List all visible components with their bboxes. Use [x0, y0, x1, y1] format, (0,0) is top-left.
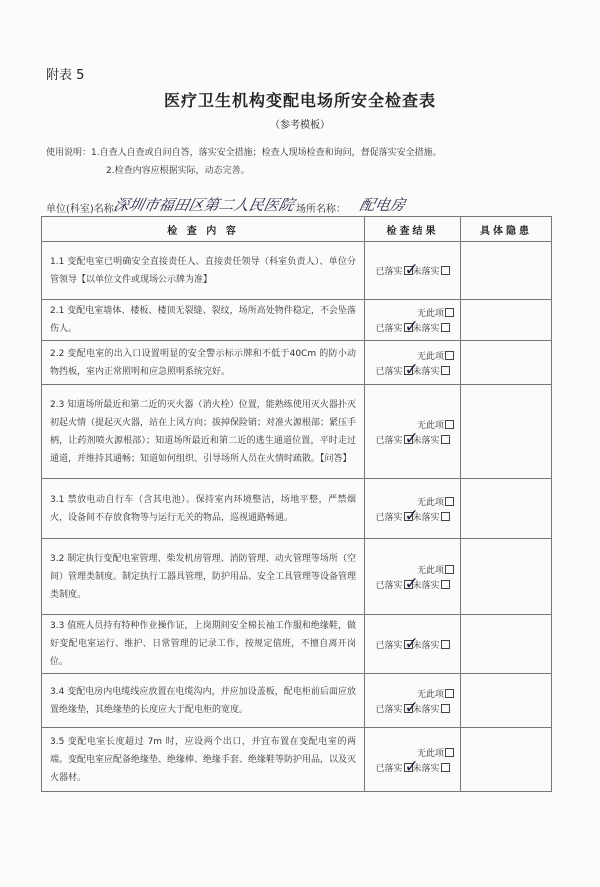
check-result — [365, 242, 461, 300]
hazard-cell[interactable] — [461, 615, 552, 674]
option-implemented-line: 已落实 ✓ 未落实 — [371, 264, 454, 277]
table-row — [42, 341, 552, 385]
option-not-applicable-label: 无此项 — [416, 689, 444, 700]
option-not-implemented-label: 未落实 — [412, 580, 440, 591]
option-not-applicable-label: 无此项 — [416, 565, 444, 576]
option-not-applicable-label: 无此项 — [416, 351, 444, 362]
hazard-cell[interactable] — [461, 341, 552, 385]
option-implemented-label: 已落实 — [375, 324, 403, 334]
option-not-implemented-label: 未落实 — [412, 324, 440, 334]
checkbox-not-implemented[interactable] — [441, 580, 450, 589]
table-row — [42, 674, 552, 728]
unit-label: 单位(科室)名称： — [46, 204, 124, 215]
table-header-row — [42, 217, 552, 242]
hazard-cell[interactable] — [461, 242, 552, 300]
table-row — [42, 539, 552, 615]
option-implemented-line: 已落实 ✓ 未落实 — [371, 702, 454, 715]
table-row — [42, 615, 552, 674]
option-implemented-label: 已落实 — [375, 580, 403, 591]
option-not-implemented-label: 未落实 — [412, 704, 440, 715]
table-row — [42, 300, 552, 341]
option-implemented-line: 已落实 ✓ 未落实 — [371, 364, 454, 377]
check-content: 3.3 值班人员持有特种作业操作证，上岗期间安全棉长袖工作服和绝缘鞋，做好变配电室运行、维护、日常管理的记录工作，按规定值班，不擅自离开岗位。 — [42, 615, 365, 674]
option-implemented-line: 已落实 ✓ 未落实 — [371, 510, 454, 523]
option-not-implemented-label: 未落实 — [412, 435, 440, 446]
check-content: 3.5 变配电室长度超过 7m 时，应设两个出口，并宜布置在变配电室的两端。变配电室应配备绝缘垫、绝缘棒、绝缘手套、绝缘鞋等防护用品，以及灭火器材。 — [42, 728, 365, 792]
checkbox-not-implemented[interactable] — [441, 512, 450, 521]
option-not-applicable-label: 无此项 — [416, 748, 444, 759]
check-content: 1.1 变配电室已明确安全直接责任人、直接责任领导（科室负责人）、单位分管领导【以单位文件或现场公示牌为准】 — [42, 242, 365, 300]
check-result — [365, 385, 461, 479]
checkbox-not-implemented[interactable] — [441, 323, 450, 332]
checkbox-not-applicable[interactable] — [445, 308, 454, 317]
table-row — [42, 479, 552, 539]
checkbox-not-implemented[interactable] — [441, 704, 450, 713]
place-handwritten-value: 配电房 — [357, 196, 407, 214]
option-implemented-line: 已落实 ✓ 未落实 — [371, 638, 454, 651]
hazard-cell[interactable] — [461, 385, 552, 479]
checkbox-not-implemented[interactable] — [441, 435, 450, 444]
check-content: 2.1 变配电室墙体、楼板、楼顶无裂缝、裂纹，场所高处物件稳定，不会坠落伤人。 — [42, 300, 365, 341]
header-content: 检 查 内 容 — [42, 217, 365, 242]
hazard-cell[interactable] — [461, 300, 552, 341]
checkbox-not-implemented[interactable] — [441, 266, 450, 275]
option-implemented-label: 已落实 — [375, 435, 403, 446]
header-hazard: 具体隐患 — [461, 217, 552, 242]
option-implemented-line: 已落实 ✓ 未落实 — [371, 433, 454, 446]
checkbox-not-implemented[interactable] — [441, 763, 450, 772]
option-implemented-line: 已落实 ✓ 未落实 — [371, 578, 454, 591]
option-implemented-label: 已落实 — [375, 366, 403, 377]
option-not-implemented-label: 未落实 — [412, 763, 440, 774]
option-implemented-line: 已落实 ✓ 未落实 — [371, 761, 454, 774]
check-result — [365, 615, 461, 674]
usage-line-2: 2.检查内容应根据实际，动态完善。 — [106, 166, 250, 176]
check-content: 3.4 变配电房内电缆线应放置在电缆沟内，并应加设盖板，配电柜前后面应放置绝缘垫，其绝缘垫的长度应大于配电柜的宽度。 — [42, 674, 365, 728]
option-not-implemented-label: 未落实 — [412, 267, 440, 277]
hazard-cell[interactable] — [461, 539, 552, 615]
option-not-applicable-label: 无此项 — [416, 309, 444, 319]
option-implemented-label: 已落实 — [375, 267, 403, 277]
option-not-implemented-label: 未落实 — [412, 366, 440, 377]
option-not-implemented-label: 未落实 — [412, 512, 440, 523]
hazard-cell[interactable] — [461, 728, 552, 792]
option-not-applicable-label: 无此项 — [416, 497, 444, 508]
table-row — [42, 385, 552, 479]
check-result — [365, 674, 461, 728]
place-label: 场所名称： — [296, 204, 346, 215]
option-implemented-line: 已落实 ✓ 未落实 — [371, 321, 454, 334]
option-implemented-label: 已落实 — [375, 640, 403, 651]
unit-handwritten-value: 深圳市福田区第二人民医院 — [111, 196, 296, 214]
hazard-cell[interactable] — [461, 479, 552, 539]
checkbox-not-applicable[interactable] — [445, 420, 454, 429]
attachment-label: 附表 5 — [46, 68, 85, 83]
check-result — [365, 479, 461, 539]
check-content: 3.1 禁放电动自行车（含其电池）。保持室内环境整洁，场地平整，严禁烟火，设备间不存放食物等与运行无关的物品，巡视通路畅通。 — [42, 479, 365, 539]
check-content: 2.3 知道场所最近和第二近的灭火器（消火栓）位置，能熟练使用灭火器扑灭初起火情（提起灭火器，站在上风方向；拔掉保险销；对准火源根部；紧压手柄，让药剂喷火源根部）；知道场所最近和第二近的逃生通道位置，平时走过通道，并维持其通畅；知道如何组织、引导场所人员在火情时疏散。【问答】 — [42, 385, 365, 479]
table-row — [42, 728, 552, 792]
check-content: 2.2 变配电室的出入口设置明显的安全警示标示牌和不低于40Cm 的防小动物挡板，室内正常照明和应急照明系统完好。 — [42, 341, 365, 385]
check-result — [365, 539, 461, 615]
option-not-applicable-label: 无此项 — [416, 420, 444, 431]
checkbox-not-implemented[interactable] — [441, 640, 450, 649]
table-row — [42, 242, 552, 300]
usage-line-1: 使用说明：1.自查人自查或自问自答，落实安全措施；检查人现场检查和询问，督促落实安全措施。 — [46, 148, 442, 158]
check-content: 3.2 制定执行变配电室管理、柴发机房管理、消防管理、动火管理等场所（空间）管理类制度。制定执行工器具管理，防护用品、安全工具管理等设备管理类制度。 — [42, 539, 365, 615]
check-result — [365, 341, 461, 385]
option-implemented-label: 已落实 — [375, 704, 403, 715]
check-result — [365, 300, 461, 341]
checkbox-not-applicable[interactable] — [445, 689, 454, 698]
checkbox-not-applicable[interactable] — [445, 497, 454, 506]
inspection-table — [41, 216, 552, 792]
form-subtitle: （参考模板） — [270, 120, 330, 131]
option-implemented-label: 已落实 — [375, 763, 403, 774]
header-result: 检查结果 — [365, 217, 461, 242]
usage-instructions — [46, 144, 442, 180]
option-implemented-label: 已落实 — [375, 512, 403, 523]
check-result — [365, 728, 461, 792]
form-title: 医疗卫生机构变配电场所安全检查表 — [163, 91, 436, 110]
option-not-implemented-label: 未落实 — [412, 640, 440, 651]
checkbox-not-applicable[interactable] — [445, 351, 454, 360]
checkbox-not-applicable[interactable] — [445, 748, 454, 757]
hazard-cell[interactable] — [461, 674, 552, 728]
checkbox-not-implemented[interactable] — [441, 366, 450, 375]
checkbox-not-applicable[interactable] — [445, 565, 454, 574]
